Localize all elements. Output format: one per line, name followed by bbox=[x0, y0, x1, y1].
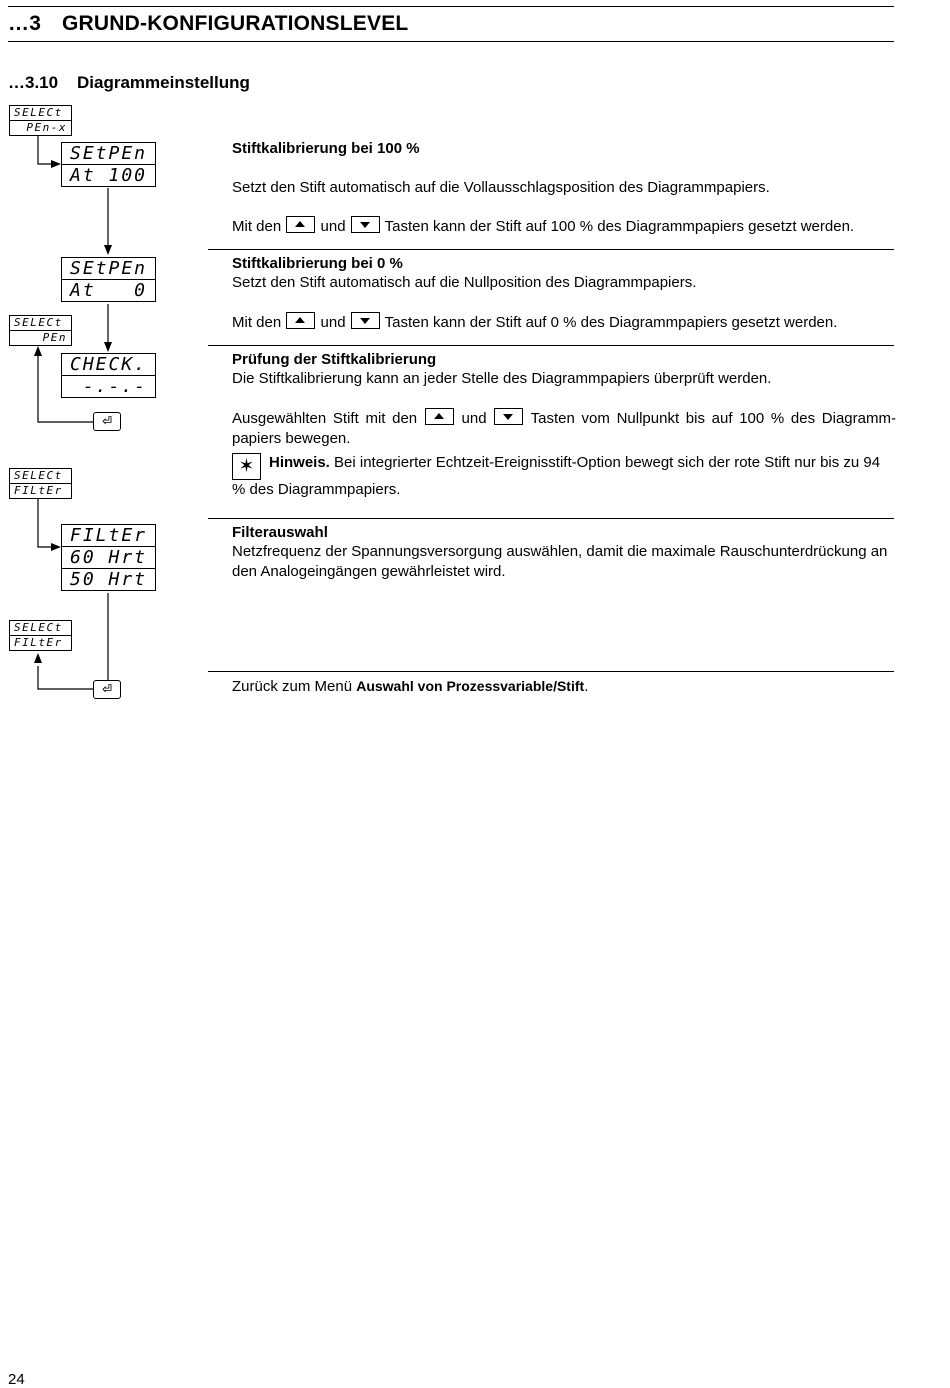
display-line-1: SELECt bbox=[14, 469, 63, 482]
keys-before: Mit den bbox=[232, 314, 282, 331]
keys-and: und bbox=[461, 410, 487, 427]
arrow-up-key-icon bbox=[286, 312, 315, 329]
keys-and: und bbox=[320, 314, 346, 331]
display-at-label: At bbox=[70, 280, 96, 301]
divider bbox=[208, 671, 894, 672]
display-line-3: 50 Hrt bbox=[70, 569, 148, 590]
enter-key-icon: ⏎ bbox=[93, 680, 121, 699]
keys-after: Tasten vom Nullpunkt bis auf 100 % des Diagramm-papiers bewegen. bbox=[232, 410, 896, 447]
keys-and: und bbox=[320, 218, 346, 235]
back-text bbox=[232, 677, 896, 697]
arrow-down-key-icon bbox=[351, 312, 380, 329]
display-line-1: FILtEr bbox=[70, 525, 148, 546]
section-title: Diagrammeinstellung bbox=[77, 73, 250, 92]
select-pen-display bbox=[9, 315, 72, 346]
check-keys bbox=[232, 408, 896, 448]
display-line-1: SEtPEn bbox=[70, 258, 148, 279]
divider bbox=[208, 249, 894, 250]
display-value: 0 bbox=[134, 280, 147, 301]
cal0-text: Setzt den Stift automatisch auf die Nullposition des Diagrammpapiers. bbox=[232, 274, 697, 291]
select-filter-display-return bbox=[9, 620, 72, 651]
divider bbox=[208, 518, 894, 519]
display-line-2: PEn bbox=[10, 330, 71, 345]
section-number: …3.10 bbox=[8, 73, 59, 92]
select-pen-x-display bbox=[9, 105, 72, 136]
note-asterisk-icon: ✶ bbox=[232, 453, 261, 480]
arrow-up-key-icon bbox=[286, 216, 315, 233]
filter-display bbox=[61, 524, 156, 591]
cal100-keys bbox=[232, 216, 896, 237]
back-menu-name: Auswahl von Prozessvariable/Stift bbox=[356, 678, 585, 694]
check-display bbox=[61, 353, 156, 398]
keys-before: Mit den bbox=[232, 218, 282, 235]
display-line-2: FILtEr bbox=[10, 635, 71, 650]
back-text-before: Zurück zum Menü bbox=[232, 678, 353, 695]
arrow-down-key-icon bbox=[351, 216, 380, 233]
arrow-up-key-icon bbox=[425, 408, 454, 425]
cal0-title: Stiftkalibrierung bei 0 % bbox=[232, 255, 403, 272]
keys-after: Tasten kann der Stift auf 0 % des Diagrammpapiers gesetzt werden. bbox=[384, 314, 838, 331]
arrow-down-key-icon bbox=[494, 408, 523, 425]
display-line-1: SELECt bbox=[14, 316, 63, 329]
keys-after: Tasten kann der Stift auf 100 % des Diagrammpapiers gesetzt werden. bbox=[384, 218, 855, 235]
check-note bbox=[232, 453, 896, 500]
cal100-title: Stiftkalibrierung bei 100 % bbox=[232, 140, 420, 157]
page-number: 24 bbox=[8, 1371, 25, 1388]
display-value: 100 bbox=[108, 165, 147, 186]
display-at-label: At bbox=[70, 165, 96, 186]
divider bbox=[208, 345, 894, 346]
display-line-1: SEtPEn bbox=[70, 143, 148, 164]
note-text: Bei integrierter Echtzeit-Ereignisstift-Option bewegt sich der rote Stift nur bis zu 94 % des Diagrammpapiers. bbox=[232, 454, 881, 498]
display-line-1: CHECK. bbox=[70, 354, 148, 375]
keys-before: Ausgewählten Stift mit den bbox=[232, 410, 418, 427]
back-text-after: . bbox=[584, 678, 589, 695]
filter-title: Filterauswahl bbox=[232, 524, 328, 541]
display-line-2: -.-.- bbox=[82, 376, 147, 397]
check-text: Die Stiftkalibrierung kann an jeder Stelle des Diagrammpapiers überprüft werden. bbox=[232, 370, 772, 387]
check-title: Prüfung der Stiftkalibrierung bbox=[232, 351, 437, 368]
enter-key-icon: ⏎ bbox=[93, 412, 121, 431]
display-line-2: 60 Hrt bbox=[70, 547, 148, 568]
display-line-2: PEn-x bbox=[10, 120, 71, 135]
cal100-text: Setzt den Stift automatisch auf die Vollausschlagsposition des Diagrammpapiers. bbox=[232, 179, 770, 196]
cal0-keys bbox=[232, 312, 896, 333]
select-filter-display bbox=[9, 468, 72, 499]
setpen-0-display bbox=[61, 257, 156, 302]
display-line-2: FILtEr bbox=[10, 483, 71, 498]
filter-text: Netzfrequenz der Spannungsversorgung auswählen, damit die maximale Rauschunterdrückung an den Analogeingängen gewährleistet wird. bbox=[232, 543, 888, 580]
display-line-1: SELECt bbox=[14, 106, 63, 119]
display-line-1: SELECt bbox=[14, 621, 63, 634]
note-label: Hinweis. bbox=[269, 454, 330, 471]
chapter-number: …3 bbox=[8, 12, 42, 35]
setpen-100-display bbox=[61, 142, 156, 187]
chapter-title: GRUND-KONFIGURATIONSLEVEL bbox=[62, 12, 409, 35]
